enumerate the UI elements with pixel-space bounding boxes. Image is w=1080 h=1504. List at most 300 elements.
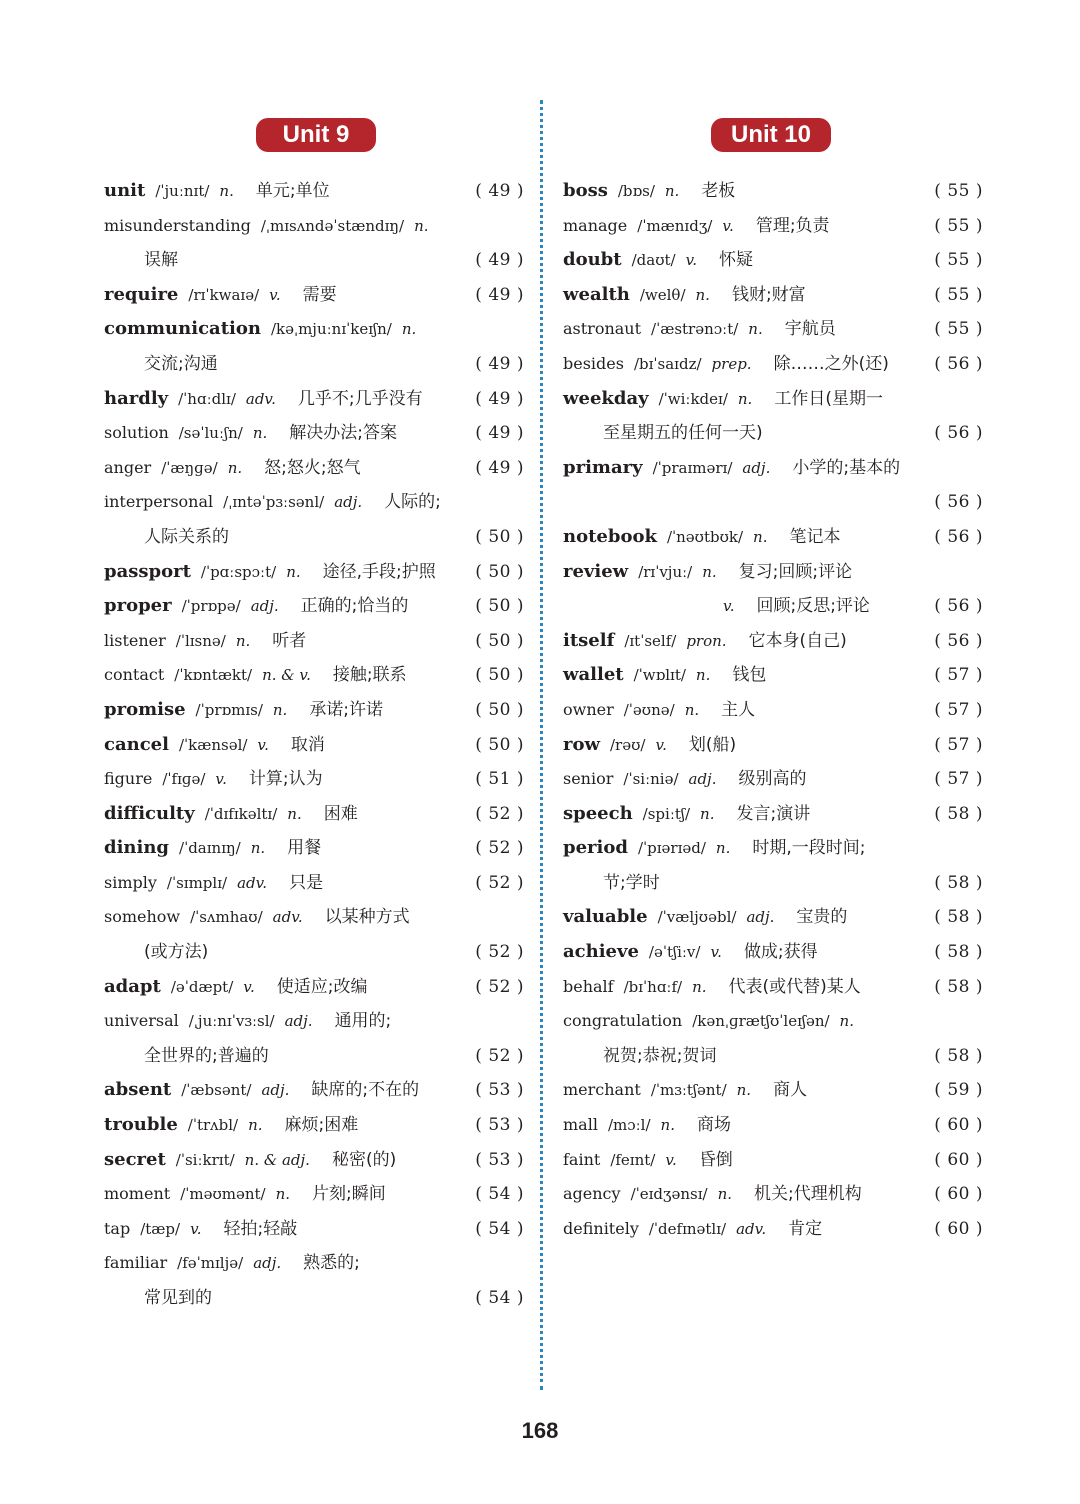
- entry-part-of-speech: n.: [717, 1185, 733, 1204]
- entry-page-ref: ( 53 ): [475, 1080, 524, 1101]
- entry-meaning-cont: 节;学时: [603, 872, 660, 893]
- entry-line: [563, 970, 983, 1005]
- entry-meaning-cont: 常见到的: [144, 1288, 212, 1308]
- entry-page-ref: ( 60 ): [934, 1184, 983, 1205]
- vocab-entry: [563, 278, 983, 313]
- entry-page-ref: ( 56 ): [934, 423, 983, 444]
- entry-line: [563, 900, 983, 935]
- entry-page-ref: ( 59 ): [934, 1080, 983, 1101]
- entry-continuation: [104, 520, 524, 555]
- entry-meaning: 熟悉的;: [303, 1253, 360, 1274]
- entry-page-ref: ( 50 ): [475, 630, 524, 651]
- vocab-entry: [563, 555, 983, 624]
- entry-continuation: [563, 866, 983, 901]
- entry-meaning: 接触;联系: [332, 665, 407, 686]
- entry-phonetic: /ˈpraɪmərɪ/: [652, 458, 733, 477]
- vocab-entry: [563, 831, 983, 900]
- entry-page-ref: ( 54 ): [475, 1218, 524, 1239]
- vocab-entry: [563, 1108, 983, 1143]
- vocab-entry: [563, 312, 983, 347]
- vocab-entry: [104, 1246, 524, 1315]
- entry-word: valuable: [563, 906, 648, 928]
- entry-phonetic: /kəˌmjuːnɪˈkeɪʃn/: [270, 320, 392, 339]
- entry-phonetic: /ˈprɒpə/: [181, 597, 241, 616]
- entry-part-of-speech: n.: [692, 977, 707, 996]
- entry-part-of-speech: n.: [700, 804, 715, 823]
- entry-part-of-speech: n.: [286, 562, 301, 581]
- entry-meaning: 人际的;: [384, 492, 441, 513]
- entry-word: absent: [104, 1079, 172, 1101]
- entry-page-ref: ( 55 ): [934, 284, 983, 305]
- entry-line: [563, 555, 983, 590]
- entry-phonetic: /ˈtrʌbl/: [187, 1116, 239, 1135]
- entry-page-ref: ( 52 ): [475, 838, 524, 859]
- entry-page-ref: ( 50 ): [475, 526, 524, 547]
- entry-page-ref: ( 53 ): [475, 1115, 524, 1136]
- entry-line: [563, 1177, 983, 1212]
- vocab-entry: [104, 728, 524, 763]
- vocab-entry: [104, 624, 524, 659]
- entry-word: period: [563, 837, 628, 859]
- entry-line: [563, 312, 983, 347]
- entry-page-ref: ( 49 ): [475, 250, 524, 271]
- entry-page-ref: ( 50 ): [475, 734, 524, 755]
- entry-page-ref: ( 49 ): [475, 388, 524, 409]
- entry-phonetic: /bɒs/: [617, 182, 655, 200]
- entry-phonetic: /ˈwiːkdeɪ/: [658, 389, 728, 408]
- entry-word: itself: [563, 629, 615, 651]
- entry-line: [104, 1108, 524, 1143]
- entry-word: congratulation: [563, 1011, 683, 1031]
- entry-part-of-speech: pron.: [686, 631, 727, 650]
- entry-part-of-speech: adj.: [253, 1254, 282, 1273]
- entry-word: behalf: [563, 976, 614, 996]
- unit-10-word-list: [563, 174, 983, 1246]
- entry-meaning: 发言;演讲: [736, 803, 811, 824]
- entry-phonetic: /ˈkænsəl/: [178, 735, 248, 754]
- entry-line: [104, 1004, 524, 1039]
- entry-meaning: 笔记本: [789, 526, 841, 547]
- entry-phonetic: /ˈprɒmɪs/: [195, 700, 263, 719]
- entry-word: require: [104, 283, 179, 305]
- entry-part-of-speech: n.: [839, 1012, 854, 1031]
- entry-line: [104, 624, 524, 659]
- entry-phonetic: /ˈfɪɡə/: [162, 770, 206, 789]
- entry-continuation: [563, 485, 983, 520]
- entry-page-ref: ( 56 ): [934, 353, 983, 374]
- entry-meaning: 单元;单位: [255, 181, 330, 201]
- entry-page-ref: ( 49 ): [475, 353, 524, 374]
- vocab-entry: [104, 1143, 524, 1178]
- entry-phonetic: /rɪˈvjuː/: [638, 562, 693, 581]
- entry-part-of-speech: n.: [248, 1116, 263, 1135]
- entry-line: [104, 589, 524, 624]
- entry-page-ref: ( 60 ): [934, 1149, 983, 1170]
- entry-phonetic: /ˈməʊmənt/: [180, 1185, 266, 1204]
- entry-meaning: 只是: [289, 872, 324, 893]
- entry-meaning: 缺席的;不在的: [311, 1080, 420, 1101]
- entry-continuation: [563, 416, 983, 451]
- vocab-entry: [563, 1143, 983, 1178]
- unit-9-word-list: [104, 174, 524, 1316]
- entry-part-of-speech: adv.: [245, 389, 276, 408]
- entry-meaning: 听者: [272, 630, 307, 651]
- entry-meaning-cont: 交流;沟通: [144, 353, 218, 374]
- entry-phonetic: /əˈdæpt/: [170, 977, 234, 996]
- entry-continuation: [563, 589, 983, 624]
- entry-word: listener: [104, 630, 166, 650]
- entry-word: weekday: [563, 387, 649, 409]
- entry-word: adapt: [104, 975, 161, 997]
- vocab-entry: [563, 1004, 983, 1073]
- entry-meaning: 宝贵的: [796, 907, 848, 928]
- entry-phonetic: /fəˈmɪljə/: [177, 1254, 244, 1273]
- entry-word: cancel: [104, 733, 169, 755]
- entry-meaning-cont: 全世界的;普遍的: [144, 1045, 269, 1066]
- entry-page-ref: ( 50 ): [475, 561, 524, 582]
- entry-page-ref: ( 58 ): [934, 1045, 983, 1066]
- entry-word: astronaut: [563, 319, 642, 339]
- entry-phonetic: /ˈdɪfɪkəltɪ/: [204, 804, 278, 823]
- entry-page-ref: ( 49 ): [475, 284, 524, 305]
- vocab-entry: [563, 174, 983, 209]
- entry-line: [104, 312, 524, 347]
- entry-meaning: 机关;代理机构: [754, 1184, 862, 1205]
- entry-page-ref: ( 50 ): [475, 699, 524, 720]
- entry-line: [104, 1143, 524, 1178]
- entry-meaning: 以某种方式: [324, 907, 410, 928]
- entry-phonetic: /ˈnəʊtbʊk/: [666, 527, 744, 546]
- entry-page-ref: ( 54 ): [475, 1288, 524, 1308]
- entry-line: [104, 1212, 524, 1247]
- entry-page-ref: ( 57 ): [934, 734, 983, 755]
- entry-page-ref: ( 60 ): [934, 1115, 983, 1136]
- vocab-entry: [104, 693, 524, 728]
- entry-part-of-speech: v.: [723, 597, 735, 616]
- entry-word: tap: [104, 1218, 131, 1238]
- entry-line: [563, 658, 983, 693]
- entry-phonetic: /ˈpɪərɪəd/: [637, 839, 706, 858]
- vocab-entry: [104, 1073, 524, 1108]
- entry-line: [104, 1177, 524, 1212]
- entry-meaning: 肯定: [788, 1218, 823, 1239]
- entry-part-of-speech: n.: [695, 666, 711, 685]
- vocab-entry: [104, 278, 524, 313]
- entry-meaning: 时期,一段时间;: [752, 838, 866, 859]
- entry-meaning-cont: (或方法): [144, 942, 209, 963]
- entry-word: unit: [104, 180, 146, 201]
- entry-phonetic: /ˌjuːnɪˈvɜːsl/: [188, 1012, 275, 1031]
- entry-meaning: 计算;认为: [248, 769, 323, 790]
- entry-word: proper: [104, 595, 172, 617]
- entry-word: trouble: [104, 1114, 178, 1136]
- entry-page-ref: ( 56 ): [934, 596, 983, 617]
- entry-continuation: [104, 243, 524, 278]
- vocab-entry: [104, 658, 524, 693]
- entry-line: [104, 797, 524, 832]
- vocab-entry: [563, 970, 983, 1005]
- entry-phonetic: /ˈwɒlɪt/: [633, 666, 686, 685]
- entry-word: besides: [563, 353, 624, 373]
- entry-line: [563, 347, 983, 382]
- entry-meaning: 需要: [302, 284, 337, 305]
- entry-word: familiar: [104, 1253, 168, 1273]
- entry-page-ref: ( 57 ): [934, 665, 983, 686]
- entry-page-ref: ( 58 ): [934, 976, 983, 997]
- entry-phonetic: /feɪnt/: [610, 1150, 656, 1169]
- entry-part-of-speech: prep.: [711, 354, 752, 373]
- entry-part-of-speech: n.: [235, 631, 251, 650]
- entry-meaning: 老板: [701, 181, 736, 201]
- entry-meaning: 小学的;基本的: [792, 457, 901, 478]
- entry-part-of-speech: n.: [715, 839, 731, 858]
- vocab-entry: [563, 1177, 983, 1212]
- entry-line: [563, 1143, 983, 1178]
- entry-word: manage: [563, 215, 628, 235]
- vocab-entry: [104, 382, 524, 417]
- entry-part-of-speech: n.: [737, 389, 753, 408]
- entry-phonetic: /rəʊ/: [609, 735, 646, 754]
- entry-part-of-speech: n.: [695, 285, 710, 304]
- entry-meaning: 麻烦;困难: [284, 1115, 359, 1136]
- entry-line: [104, 416, 524, 451]
- entry-phonetic: /welθ/: [639, 285, 686, 304]
- entry-phonetic: /kənˌɡrætʃʊˈleɪʃən/: [692, 1012, 830, 1031]
- entry-continuation: [104, 1281, 524, 1316]
- entry-part-of-speech: v.: [257, 735, 269, 754]
- vocab-entry: [104, 312, 524, 381]
- entry-phonetic: /ˈjuːnɪt/: [155, 182, 210, 200]
- entry-continuation: [104, 347, 524, 382]
- column-divider: [540, 100, 543, 1390]
- entry-meaning: 它本身(自己): [748, 630, 847, 651]
- entry-phonetic: /ˈmɜːtʃənt/: [650, 1081, 727, 1100]
- entry-part-of-speech: n.: [702, 562, 717, 581]
- entry-meaning: 几乎不;几乎没有: [297, 388, 423, 409]
- entry-word: row: [563, 733, 600, 755]
- page-number: 168: [521, 1418, 559, 1443]
- vocab-entry: [563, 209, 983, 244]
- entry-part-of-speech: n. & adj.: [244, 1150, 310, 1169]
- entry-part-of-speech: n.: [748, 320, 763, 339]
- entry-line: [104, 382, 524, 417]
- entry-meaning: 代表(或代替)某人: [728, 976, 861, 997]
- entry-word: contact: [104, 665, 165, 685]
- vocab-entry: [104, 762, 524, 797]
- vocab-entry: [104, 555, 524, 590]
- entry-meaning: 钱包: [732, 665, 767, 686]
- entry-word: faint: [563, 1149, 601, 1169]
- entry-page-ref: ( 50 ): [475, 665, 524, 686]
- entry-line: [104, 174, 524, 209]
- entry-part-of-speech: n.: [753, 527, 768, 546]
- entry-part-of-speech: v.: [269, 285, 281, 304]
- entry-line: [563, 1108, 983, 1143]
- entry-word: primary: [563, 456, 643, 478]
- entry-phonetic: /bɪˈsaɪdz/: [633, 354, 702, 373]
- entry-phonetic: /ˈæstrənɔːt/: [651, 320, 739, 339]
- entry-page-ref: ( 49 ): [475, 457, 524, 478]
- entry-part-of-speech: n.: [250, 839, 266, 858]
- entry-word: promise: [104, 698, 186, 720]
- entry-word: boss: [563, 180, 608, 201]
- vocab-entry: [563, 728, 983, 763]
- vocab-entry: [563, 520, 983, 555]
- vocab-entry: [563, 624, 983, 659]
- vocab-entry: [563, 900, 983, 935]
- entry-part-of-speech: n.: [287, 804, 302, 823]
- entry-word: wealth: [563, 283, 630, 305]
- entry-meaning-cont: 祝贺;恭祝;贺词: [603, 1045, 717, 1066]
- entry-part-of-speech: adv.: [736, 1219, 767, 1238]
- entry-meaning: 片刻;瞬间: [312, 1184, 386, 1205]
- entry-word: notebook: [563, 525, 657, 547]
- entry-meaning: 使适应;改编: [276, 976, 368, 997]
- entry-page-ref: ( 58 ): [934, 907, 983, 928]
- vocab-entry: [104, 485, 524, 554]
- entry-part-of-speech: adj.: [742, 458, 771, 477]
- entry-line: [563, 1073, 983, 1108]
- entry-line: [104, 485, 524, 520]
- entry-page-ref: ( 58 ): [934, 803, 983, 824]
- entry-line: [563, 520, 983, 555]
- vocab-entry: [563, 243, 983, 278]
- entry-meaning-cont: 回顾;反思;评论: [756, 596, 870, 617]
- entry-page-ref: ( 52 ): [475, 976, 524, 997]
- vocab-entry: [563, 382, 983, 451]
- entry-phonetic: /ˈdaɪnɪŋ/: [179, 839, 241, 858]
- entry-word: figure: [104, 769, 153, 789]
- entry-part-of-speech: n.: [414, 216, 429, 235]
- entry-part-of-speech: n.: [660, 1116, 675, 1135]
- entry-part-of-speech: v.: [190, 1219, 202, 1238]
- entry-meaning: 宇航员: [784, 319, 836, 340]
- entry-part-of-speech: n.: [664, 182, 680, 200]
- entry-part-of-speech: n.: [736, 1081, 752, 1100]
- entry-meaning: 困难: [323, 803, 358, 824]
- vocab-entry: [563, 762, 983, 797]
- entry-line: [563, 1212, 983, 1247]
- entry-page-ref: ( 56 ): [934, 526, 983, 547]
- entry-page-ref: ( 57 ): [934, 699, 983, 720]
- vocab-entry: [563, 797, 983, 832]
- vocab-entry: [104, 900, 524, 969]
- entry-phonetic: /mɔːl/: [607, 1116, 651, 1135]
- entry-word: mall: [563, 1115, 598, 1135]
- entry-line: [563, 209, 983, 244]
- entry-word: somehow: [104, 907, 181, 927]
- entry-line: [563, 278, 983, 313]
- entry-line: [563, 382, 983, 417]
- entry-page-ref: ( 52 ): [475, 942, 524, 963]
- entry-word: definitely: [563, 1218, 639, 1238]
- entry-phonetic: /ˌmɪsʌndəˈstændɪŋ/: [260, 216, 405, 235]
- entry-phonetic: /rɪˈkwaɪə/: [188, 285, 260, 304]
- entry-page-ref: ( 50 ): [475, 596, 524, 617]
- entry-meaning: 划(船): [688, 734, 737, 755]
- vocab-entry: [104, 589, 524, 624]
- entry-line: [563, 243, 983, 278]
- entry-phonetic: /ˈmænɪdʒ/: [637, 216, 713, 235]
- entry-word: moment: [104, 1184, 171, 1204]
- entry-line: [104, 278, 524, 313]
- vocab-entry: [104, 174, 524, 209]
- entry-meaning: 用餐: [287, 838, 322, 859]
- unit-9-badge: Unit 9: [256, 118, 376, 152]
- entry-part-of-speech: adv.: [237, 873, 268, 892]
- entry-line: [104, 762, 524, 797]
- entry-line: [104, 866, 524, 901]
- entry-word: secret: [104, 1148, 166, 1170]
- entry-line: [563, 728, 983, 763]
- unit-10-badge: Unit 10: [711, 118, 831, 152]
- entry-page-ref: ( 53 ): [475, 1149, 524, 1170]
- vocab-entry: [104, 1004, 524, 1073]
- entry-part-of-speech: v.: [665, 1150, 677, 1169]
- entry-page-ref: ( 51 ): [475, 769, 524, 790]
- entry-phonetic: /ˈsiːniə/: [623, 770, 679, 789]
- entry-line: [563, 935, 983, 970]
- entry-line: [104, 970, 524, 1005]
- entry-page-ref: ( 55 ): [934, 215, 983, 236]
- entry-meaning: 秘密(的): [331, 1149, 397, 1170]
- entry-word: owner: [563, 699, 614, 719]
- vocab-entry: [563, 935, 983, 970]
- entry-phonetic: /ˈhɑːdlɪ/: [178, 389, 236, 408]
- entry-part-of-speech: adj.: [284, 1012, 313, 1031]
- entry-part-of-speech: adj.: [261, 1081, 290, 1100]
- entry-phonetic: /tæp/: [140, 1219, 181, 1238]
- entry-word: misunderstanding: [104, 215, 251, 235]
- vocab-entry: [563, 1212, 983, 1247]
- entry-word: simply: [104, 872, 157, 892]
- entry-meaning: 通用的;: [334, 1011, 392, 1032]
- entry-page-ref: ( 54 ): [475, 1184, 524, 1205]
- entry-line: [104, 728, 524, 763]
- entry-part-of-speech: adj.: [250, 597, 279, 616]
- entry-word: achieve: [563, 941, 639, 963]
- vocab-entry: [104, 831, 524, 866]
- entry-meaning: 管理;负责: [755, 215, 830, 236]
- entry-phonetic: /ˈəʊnə/: [623, 700, 675, 719]
- entry-phonetic: /ˈpɑːspɔːt/: [200, 562, 277, 581]
- entry-phonetic: /spiːtʃ/: [642, 804, 691, 823]
- vocab-entry: [104, 970, 524, 1005]
- entry-part-of-speech: n.: [401, 320, 417, 339]
- entry-page-ref: ( 52 ): [475, 872, 524, 893]
- entry-part-of-speech: n.: [219, 182, 234, 200]
- entry-page-ref: ( 58 ): [934, 872, 983, 893]
- vocab-entry: [104, 1108, 524, 1143]
- entry-word: anger: [104, 457, 152, 477]
- entry-line: [104, 693, 524, 728]
- entry-word: dining: [104, 837, 170, 859]
- entry-word: wallet: [563, 664, 624, 686]
- entry-line: [563, 174, 983, 209]
- entry-meaning: 工作日(星期一: [774, 388, 883, 409]
- entry-word: agency: [563, 1184, 621, 1204]
- entry-part-of-speech: n.: [252, 424, 268, 443]
- entry-part-of-speech: n.: [684, 700, 700, 719]
- entry-meaning: 商人: [773, 1080, 808, 1101]
- entry-meaning: 昏倒: [698, 1149, 733, 1170]
- entry-meaning: 正确的;恰当的: [300, 596, 409, 617]
- entry-page-ref: ( 56 ): [934, 492, 983, 513]
- vocab-entry: [104, 209, 524, 278]
- entry-meaning: 商场: [696, 1115, 731, 1136]
- entry-page-ref: ( 58 ): [934, 942, 983, 963]
- entry-part-of-speech: adj.: [688, 770, 717, 789]
